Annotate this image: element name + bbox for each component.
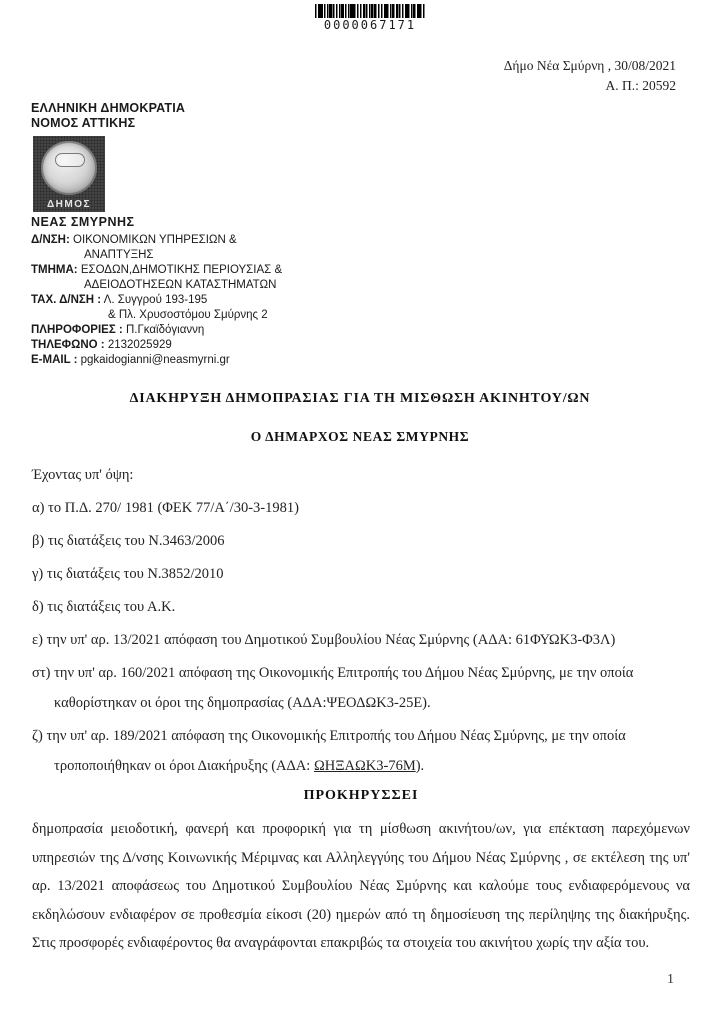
department-label: ΤΜΗΜΑ: [31, 264, 78, 276]
seal-caption: ΔΗΜΟΣ [46, 199, 92, 210]
barcode-number: 0000067171 [323, 18, 417, 32]
list-item-g: γ) τις διατάξεις του Ν.3852/2010 [32, 566, 224, 582]
email-label: E-MAIL : [31, 354, 78, 366]
info-label: ΠΛΗΡΟΦΟΡΙΕΣ : [31, 324, 123, 336]
municipality-name: ΝΕΑΣ ΣΜΥΡΝΗΣ [31, 215, 135, 229]
directorate-value-cont: ΑΝΑΠΤΥΞΗΣ [84, 249, 154, 261]
document-subtitle: Ο ΔΗΜΑΡΧΟΣ ΝΕΑΣ ΣΜΥΡΝΗΣ [250, 429, 470, 444]
info-line [31, 323, 361, 338]
seal-coin-detail [55, 153, 85, 167]
list-item-d: δ) τις διατάξεις του Α.Κ. [32, 599, 176, 615]
email-value: pgkaidogianni@neasmyrni.gr [80, 354, 230, 366]
republic-line: ΕΛΛΗΝΙΚΗ ΔΗΜΟΚΡΑΤΙΑ [31, 101, 186, 115]
closing-paragraph: δημοπρασία μειοδοτική, φανερή και προφορική για τη μίσθωση ακινήτου/ων, για επέκταση παρεχόμενων υπηρεσιών της Δ/νσης Κοινωνικής Μέριμνας και Αλληλεγγύης του Δήμου Νέας Σμύρνης , σε εκτέλεση της υπ' αρ. 13/2021 αποφάσεως του Δημοτικού Συμβουλίου Νέας Σμύρνης και καλούμε τους ενδιαφερόμενους να εκδηλώσουν ενδιαφέρον σε προθεσμία είκοσι (20) ημερών από τη δημοσίευση της περίληψης της διακήρυξης. Στις προσφορές ενδιαφέροντος θα αναγράφονται επακριβώς τα στοιχεία του ακινήτου χωρίς την αξία του. [32, 821, 690, 951]
barcode [309, 4, 431, 32]
department-line [31, 263, 361, 278]
barcode-bars-icon [315, 4, 425, 18]
department-value-cont: ΑΔΕΙΟΔΟΤΗΣΕΩΝ ΚΑΤΑΣΤΗΜΑΤΩΝ [84, 279, 277, 291]
directorate-label: Δ/ΝΣΗ: [31, 234, 70, 246]
list-item-e: ε) την υπ' αρ. 13/2021 απόφαση του Δημοτικού Συμβουλίου Νέας Σμύρνης (ΑΔΑ: 61ΦΥΩΚ3-Φ3Λ) [32, 632, 616, 648]
list-item-st: στ) την υπ' αρ. 160/2021 απόφαση της Οικονομικής Επιτροπής του Δήμου Νέας Σμύρνης, με την οποία καθορίστηκαν οι όροι της δημοπρασίας (ΑΔΑ:ΨΕΟΔΩΚ3-25Ε). [32, 665, 634, 711]
announce-heading: ΠΡΟΚΗΡΥΣΣΕΙ [303, 788, 419, 803]
directorate-value: ΟΙΚΟΝΟΜΙΚΩΝ ΥΠΗΡΕΣΙΩΝ & [73, 234, 237, 246]
address-label: ΤΑΧ. Δ/ΝΣΗ : [31, 294, 102, 306]
letterhead-right [504, 56, 676, 96]
seal-coin-icon [41, 141, 97, 195]
document-body [32, 460, 690, 958]
department-value: ΕΣΟΔΩΝ,ΔΗΜΟΤΙΚΗΣ ΠΕΡΙΟΥΣΙΑΣ & [80, 264, 283, 276]
list-item-z-ada-code: ΩΗΞΑΩΚ3-76Μ [313, 758, 416, 774]
place-date: Δήμο Νέα Σμύρνη , 30/08/2021 [503, 58, 676, 73]
phone-line [31, 338, 361, 353]
address-value: Λ. Συγγρού 193-195 [103, 294, 208, 306]
list-item-a: α) το Π.Δ. 270/ 1981 (ΦΕΚ 77/Α΄/30-3-1981) [32, 500, 299, 516]
list-item-z-prefix: ζ) την υπ' αρ. 189/2021 απόφαση της Οικονομικής Επιτροπής του Δήμου Νέας Σμύρνης, με την οποία τροποποιήθηκαν οι όροι Διακήρυξης (ΑΔΑ: [32, 728, 626, 774]
list-item-b: β) τις διατάξεις του Ν.3463/2006 [32, 533, 225, 549]
directorate-line [31, 233, 361, 248]
address-value-cont: & Πλ. Χρυσοστόμου Σμύρνης 2 [108, 309, 268, 321]
phone-label: ΤΗΛΕΦΩΝΟ : [31, 339, 105, 351]
page-number: 1 [667, 972, 674, 987]
protocol-number: Α. Π.: 20592 [605, 78, 676, 93]
prefecture-line: ΝΟΜΟΣ ΑΤΤΙΚΗΣ [31, 116, 136, 130]
phone-value: 2132025929 [107, 339, 172, 351]
municipality-seal-icon [33, 136, 105, 212]
having-regard-line: Έχοντας υπ' όψη: [32, 467, 134, 483]
letterhead-left [31, 101, 361, 368]
document-title: ΔΙΑΚΗΡΥΞΗ ΔΗΜΟΠΡΑΣΙΑΣ ΓΙΑ ΤΗ ΜΙΣΘΩΣΗ ΑΚΙΝΗΤΟΥ/ΩΝ [129, 391, 591, 406]
address-line [31, 293, 361, 308]
email-line [31, 353, 361, 368]
list-item-z [32, 721, 690, 781]
info-value: Π.Γκαϊδόγιαννη [125, 324, 205, 336]
list-item-z-suffix: ). [415, 758, 425, 774]
